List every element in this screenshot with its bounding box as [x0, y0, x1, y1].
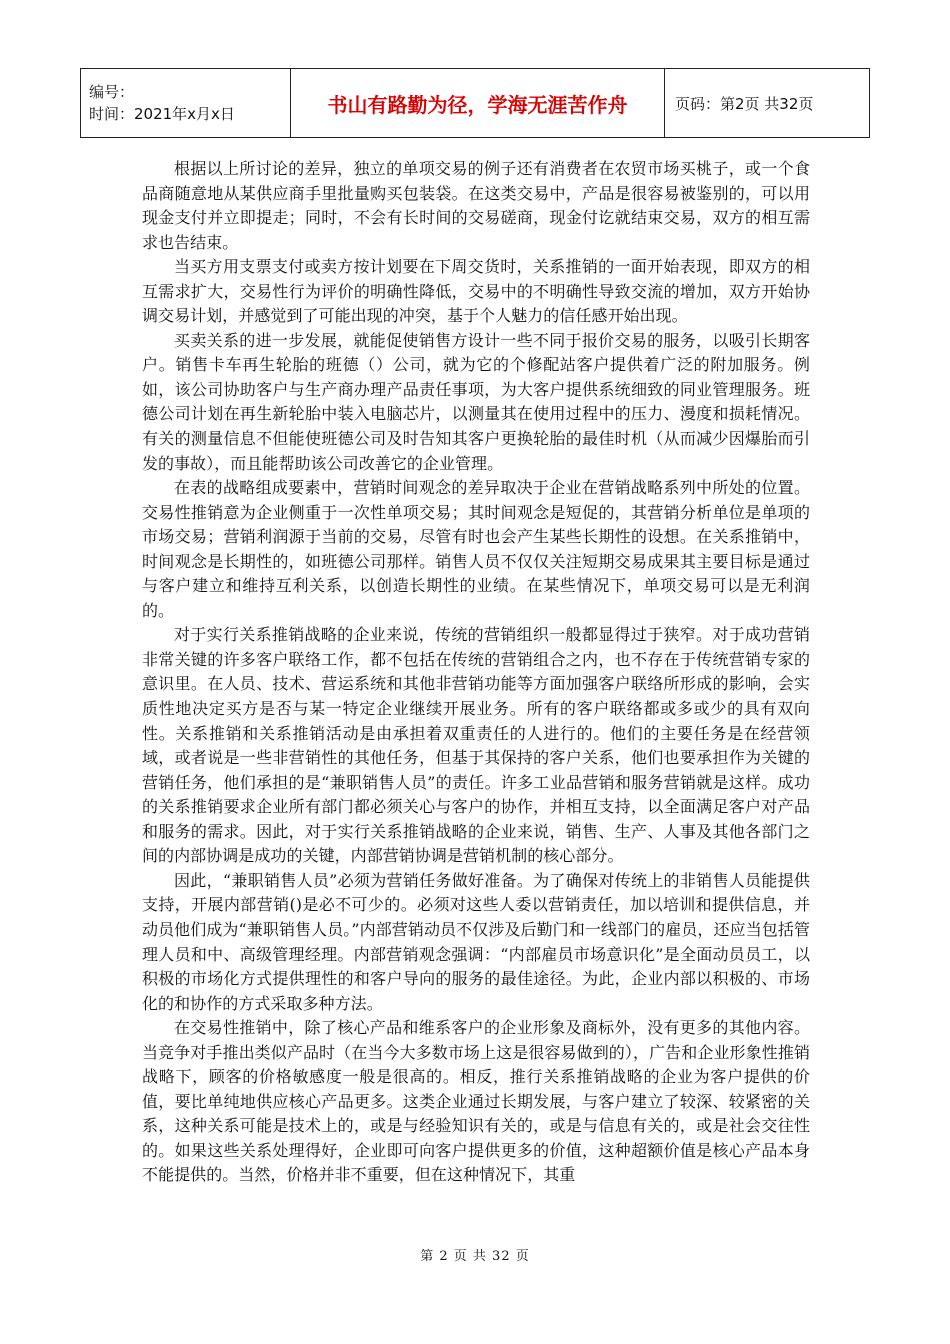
header-meta-cell	[81, 69, 291, 138]
paragraph: 对于实行关系推销战略的企业来说，传统的营销组织一般都显得过于狭窄。对于成功营销非常关键的许多客户联络工作，都不包括在传统的营销组合之内，也不存在于传统营销专家的意识里。在人员、技术、营运系统和其他非营销功能等方面加强客户联络所形成的影响，会实质性地决定买方是否与某一特定企业继续开展业务。所有的客户联络都或多或少的具有双向性。关系推销和关系推销活动是由承担着双重责任的人进行的。他们的主要任务是在经营领域，或者说是一些非营销性的其他任务，但基于其保持的客户关系，他们也要承担作为关键的营销任务，他们承担的是“兼职销售人员”的责任。许多工业品营销和服务营销就是这样。成功的关系推销要求企业所有部门都必须关心与客户的协作，并相互支持，以全面满足客户对产品和服务的需求。因此，对于实行关系推销战略的企业来说，销售、生产、人事及其他各部门之间的内部协调是成功的关键，内部营销协调是营销机制的核心部分。	[142, 625, 810, 866]
header-motto: 书山有路勤为径，学海无涯苦作舟	[291, 69, 665, 138]
header-page-info: 页码：第2页 共32页	[665, 69, 870, 138]
paragraph: 在表的战略组成要素中，营销时间观念的差异取决于企业在营销战略系列中所处的位置。交易性推销意为企业侧重于一次性单项交易；其时间观念是短促的，其营销分析单位是单项的市场交易；营销利润源于当前的交易，尽管有时也会产生某些长期性的设想。在关系推销中，时间观念是长期性的，如班德公司那样。销售人员不仅仅关注短期交易成果其主要目标是通过与客户建立和维持互利关系，以创造长期性的业绩。在某些情况下，单项交易可以是无利润的。	[142, 478, 810, 620]
paragraph: 买卖关系的进一步发展，就能促使销售方设计一些不同于报价交易的服务，以吸引长期客户。销售卡车再生轮胎的班德（）公司，就为它的个修配站客户提供着广泛的附加服务。例如，该公司协助客户与生产商办理产品责任事项，为大客户提供系统细致的同业管理服务。班德公司计划在再生新轮胎中装入电脑芯片，以测量其在使用过程中的压力、漫度和损耗情况。有关的测量信息不但能使班德公司及时告知其客户更换轮胎的最佳时机（从而减少因爆胎而引发的事故），而且能帮助该公司改善它的企业管理。	[142, 330, 810, 473]
paragraph: 在交易性推销中，除了核心产品和维系客户的企业形象及商标外，没有更多的其他内容。当竞争对手推出类似产品时（在当今大多数市场上这是很容易做到的），广告和企业形象性推销战略下，顾客的价格敏感度一般是很高的。相反，推行关系推销战略的企业为客户提供的价值，要比单纯地供应核心产品更多。这类企业通过长期发展，与客户建立了较深、较紧密的关系，这种关系可能是技术上的，或是与经验知识有关的，或是与信息有关的，或是社会交往性的。如果这些关系处理得好，企业即可向客户提供更多的价值，这种超额价值是核心产品本身不能提供的。当然，价格并非不重要，但在这种情况下，其重	[142, 1018, 810, 1185]
page-footer: 第 2 页 共 32 页	[420, 1249, 530, 1264]
document-body	[142, 157, 810, 1188]
paragraph: 因此，“兼职销售人员”必须为营销任务做好准备。为了确保对传统上的非销售人员能提供支持，开展内部营销()是必不可少的。必须对这些人委以营销责任，加以培训和提供信息，并动员他们成为“兼职销售人员。”内部营销动员不仅涉及后勤门和一线部门的雇员，还应当包括管理人员和中、高级管理经理。内部营销观念强调：“内部雇员市场意识化”是全面动员员工，以积极的市场化方式提供理性的和客户导向的服务的最佳途径。为此，企业内部以积极的、市场化的和协作的方式采取多种方法。	[142, 870, 810, 1013]
header-table	[80, 68, 870, 138]
paragraph: 当买方用支票支付或卖方按计划要在下周交货时，关系推销的一面开始表现，即双方的相互需求扩大，交易性行为评价的明确性降低，交易中的不明确性导致交流的增加，双方开始协调交易计划，并感觉到了可能出现的冲突，基于个人魅力的信任感开始出现。	[142, 257, 810, 326]
document-number-label: 编号：	[89, 83, 135, 101]
document-date-label: 时间：2021年x月x日	[89, 105, 235, 123]
paragraph: 根据以上所讨论的差异，独立的单项交易的例子还有消费者在农贸市场买桃子，或一个食品商随意地从某供应商手里批量购买包装袋。在这类交易中，产品是很容易被鉴别的，可以用现金支付并立即提走；同时，不会有长时间的交易磋商，现金付讫就结束交易，双方的相互需求也告结束。	[142, 159, 810, 252]
